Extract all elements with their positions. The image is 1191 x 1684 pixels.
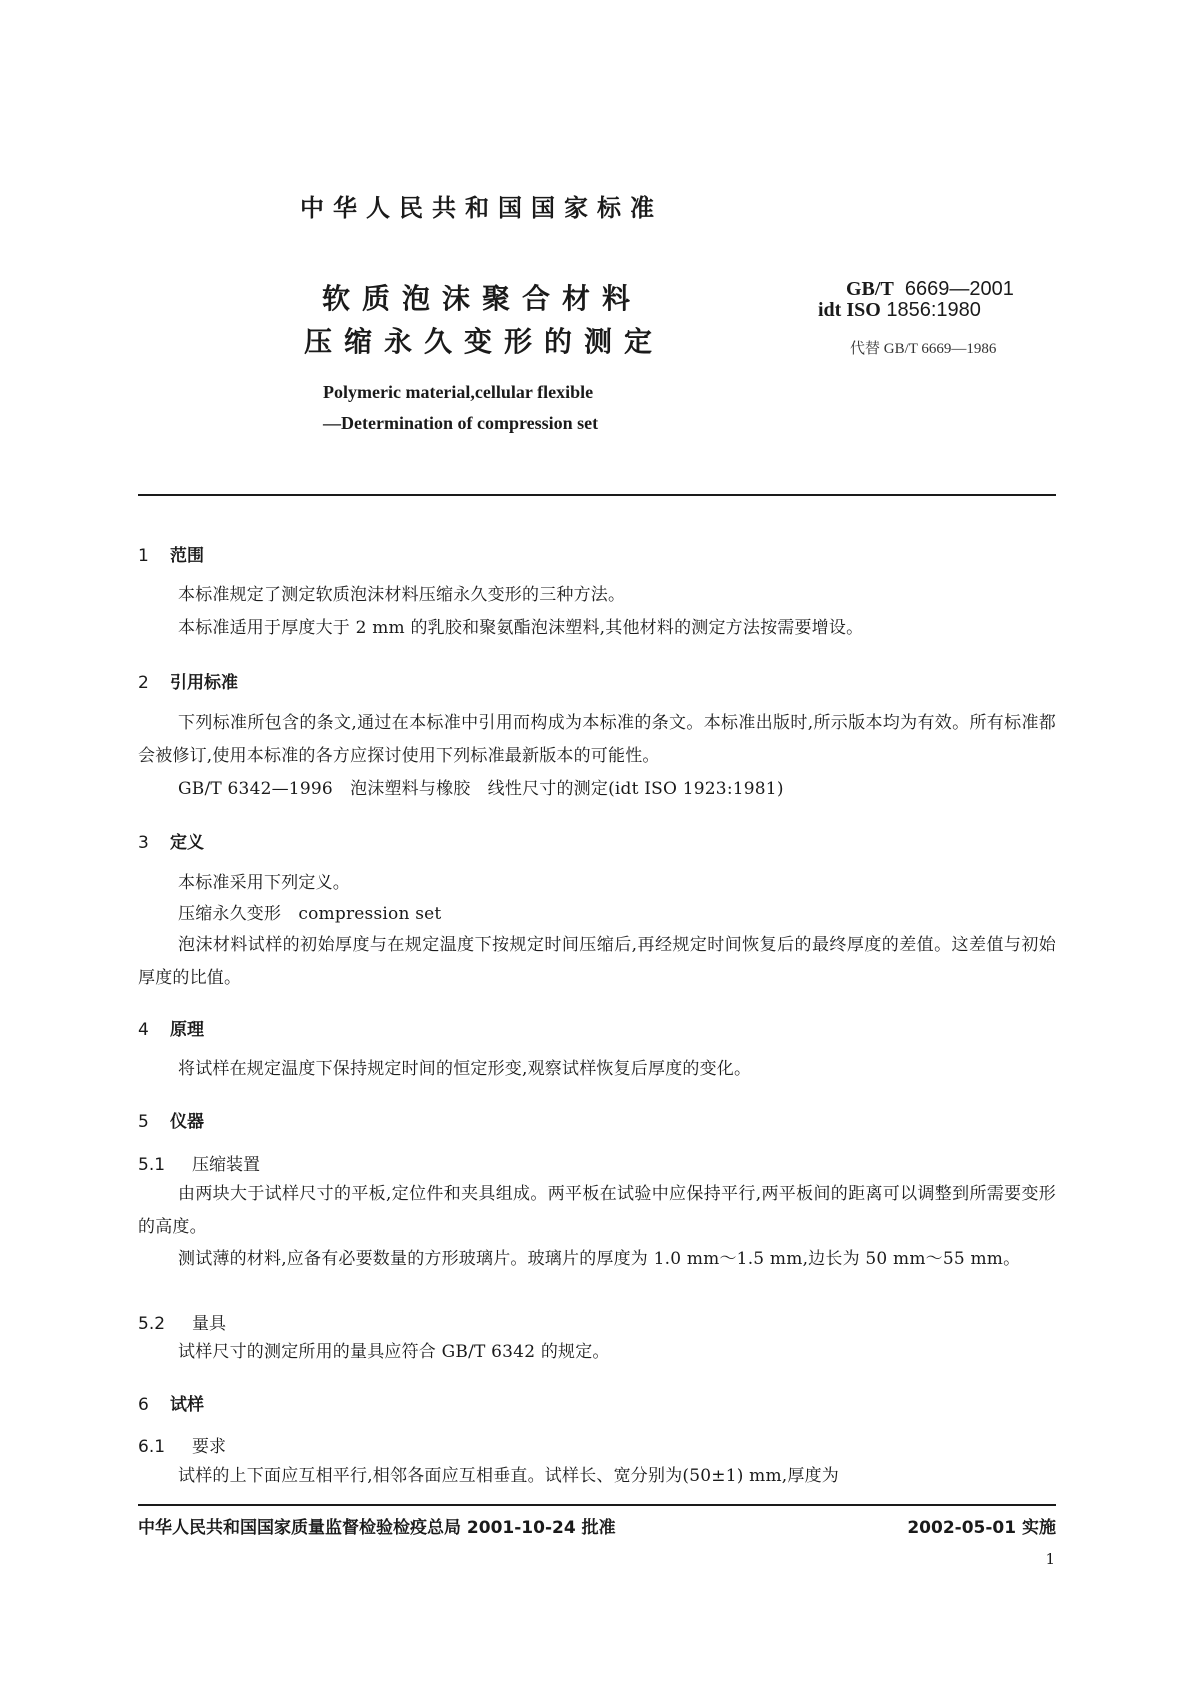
section-4-para-1: 将试样在规定温度下保持规定时间的恒定形变,观察试样恢复后厚度的变化。 bbox=[178, 1059, 752, 1079]
subsection-6-1-number: 6.1 bbox=[138, 1437, 166, 1457]
idt-code-prefix: idt ISO bbox=[818, 299, 881, 321]
section-1-para-2: 本标准适用于厚度大于 2 mm 的乳胶和聚氨酯泡沫塑料,其他材料的测定方法按需要增设。 bbox=[178, 618, 864, 638]
section-4-title: 原理 bbox=[170, 1020, 204, 1040]
subsection-6-1-para-1: 试样的上下面应互相平行,相邻各面应互相垂直。试样长、宽分别为(50±1) mm,厚度为 bbox=[178, 1466, 840, 1486]
subsection-5-1-title: 压缩装置 bbox=[192, 1155, 260, 1175]
subsection-5-1-number: 5.1 bbox=[138, 1155, 166, 1175]
section-4-number: 4 bbox=[138, 1020, 149, 1040]
section-2-para-1: 下列标准所包含的条文,通过在本标准中引用而构成为本标准的条文。本标准出版时,所示版本均为有效。所有标准都会被修订,使用本标准的各方应探讨使用下列标准最新版本的可能性。 bbox=[138, 713, 1056, 766]
idt-code-number: 1856:1980 bbox=[886, 299, 981, 321]
title-en-line2: —Determination of compression set bbox=[323, 413, 599, 433]
section-2-reference: GB/T 6342—1996 泡沫塑料与橡胶 线性尺寸的测定(idt ISO 1923:1981) bbox=[178, 779, 784, 799]
section-3-term: 压缩永久变形 compression set bbox=[178, 904, 442, 924]
section-3-number: 3 bbox=[138, 833, 149, 853]
idt-code bbox=[818, 299, 981, 322]
subsection-5-2-number: 5.2 bbox=[138, 1314, 166, 1334]
header-divider bbox=[138, 494, 1056, 496]
section-4-heading bbox=[138, 1015, 204, 1040]
section-1-title: 范围 bbox=[170, 546, 204, 566]
title-cn-line1: 软质泡沫聚合材料 bbox=[322, 282, 643, 315]
section-6-title: 试样 bbox=[170, 1395, 204, 1415]
subsection-6-1-title: 要求 bbox=[192, 1437, 226, 1457]
section-3-title: 定义 bbox=[170, 833, 204, 853]
subsection-5-2-title: 量具 bbox=[192, 1314, 226, 1334]
section-1-number: 1 bbox=[138, 546, 149, 566]
section-3-heading bbox=[138, 828, 204, 853]
subsection-5-2-para-1: 试样尺寸的测定所用的量具应符合 GB/T 6342 的规定。 bbox=[178, 1342, 610, 1362]
footer-effective-date: 2002-05-01 实施 bbox=[907, 1518, 1056, 1538]
standard-code-prefix: GB/T bbox=[846, 278, 894, 300]
section-1-para-1: 本标准规定了测定软质泡沫材料压缩永久变形的三种方法。 bbox=[178, 585, 626, 605]
subsection-6-1-heading bbox=[138, 1432, 226, 1457]
subsection-5-1-heading bbox=[138, 1150, 260, 1175]
footer-issuer: 中华人民共和国国家质量监督检验检疫总局 2001-10-24 批准 bbox=[138, 1518, 616, 1538]
section-2-title: 引用标准 bbox=[170, 673, 238, 693]
section-5-number: 5 bbox=[138, 1112, 149, 1132]
subsection-5-1-para-1: 由两块大于试样尺寸的平板,定位件和夹具组成。两平板在试验中应保持平行,两平板间的距离可以调整到所需要变形的高度。 bbox=[138, 1184, 1056, 1237]
page-number: 1 bbox=[1045, 1550, 1055, 1568]
standard-code-number: 6669—2001 bbox=[904, 278, 1014, 300]
section-2-heading bbox=[138, 668, 238, 693]
section-5-title: 仪器 bbox=[170, 1112, 204, 1132]
subsection-5-2-heading bbox=[138, 1309, 226, 1334]
section-1-heading bbox=[138, 541, 204, 566]
title-en-line1: Polymeric material,cellular flexible bbox=[323, 382, 594, 402]
section-3-para-1: 本标准采用下列定义。 bbox=[178, 873, 350, 893]
section-2-number: 2 bbox=[138, 673, 149, 693]
section-6-number: 6 bbox=[138, 1395, 149, 1415]
section-6-heading bbox=[138, 1390, 204, 1415]
standard-code bbox=[846, 278, 1014, 301]
replaces-note: 代替 GB/T 6669—1986 bbox=[850, 341, 997, 357]
section-5-heading bbox=[138, 1107, 204, 1132]
title-cn-line2: 压缩永久变形的测定 bbox=[304, 325, 665, 358]
footer-divider bbox=[138, 1504, 1056, 1506]
section-3-definition: 泡沫材料试样的初始厚度与在规定温度下按规定时间压缩后,再经规定时间恢复后的最终厚度的差值。这差值与初始厚度的比值。 bbox=[138, 935, 1056, 988]
standard-type-heading: 中华人民共和国国家标准 bbox=[300, 194, 663, 222]
subsection-5-1-para-2: 测试薄的材料,应备有必要数量的方形玻璃片。玻璃片的厚度为 1.0 mm～1.5 mm,边长为 50 mm～55 mm。 bbox=[178, 1249, 1021, 1269]
